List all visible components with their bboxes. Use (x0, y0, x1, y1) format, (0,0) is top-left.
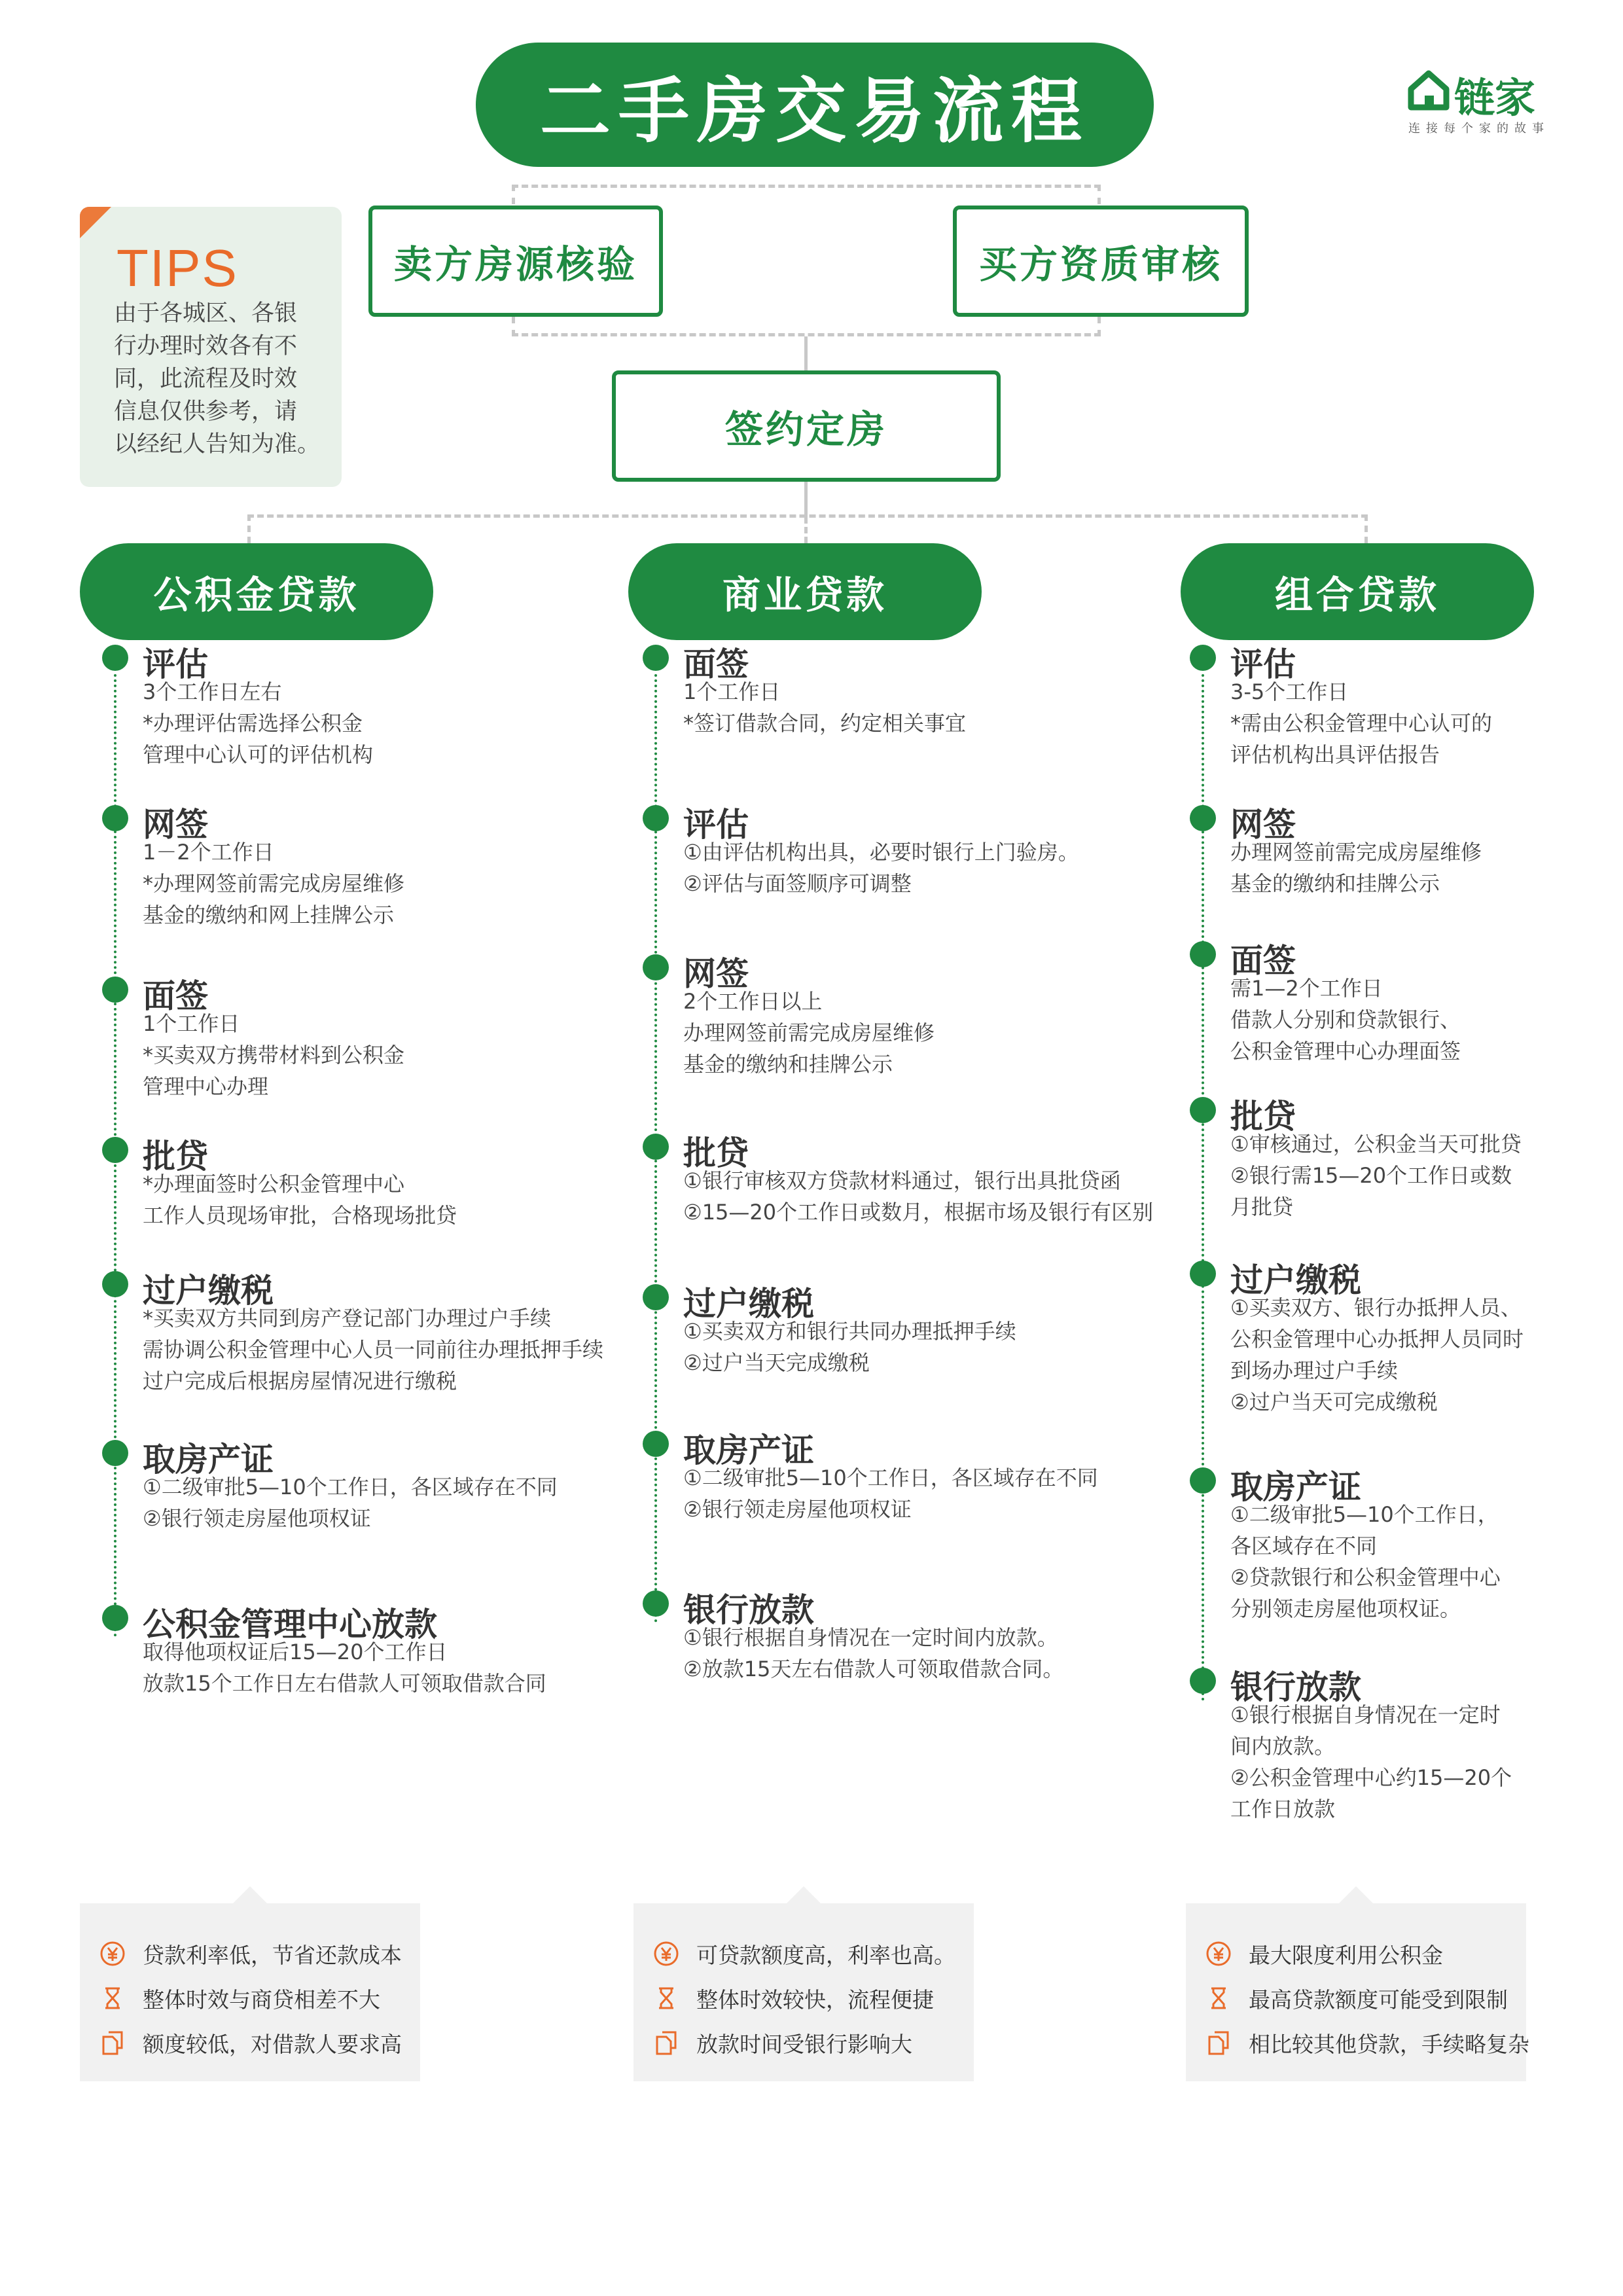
column-header-commercial (628, 543, 982, 640)
step-detail: 需协调公积金管理中心人员一同前往办理抵押手续 (143, 1337, 604, 1362)
step-detail: 管理中心认可的评估机构 (143, 742, 374, 767)
step-detail: *办理面签时公积金管理中心 (143, 1172, 405, 1196)
step-detail: ①银行根据自身情况在一定时间内放款。 (683, 1625, 1058, 1650)
step-detail: ②过户当天完成缴税 (683, 1350, 870, 1375)
yuan-icon (1205, 1941, 1232, 1967)
timeline-dot (102, 1271, 128, 1297)
step-detail: 工作日放款 (1230, 1797, 1336, 1821)
step-detail: 工作人员现场审批，合格现场批贷 (143, 1203, 457, 1228)
hourglass-icon (653, 1985, 679, 2011)
summary-text: 额度较低，对借款人要求高 (143, 2031, 402, 2057)
step-title: 面签 (1230, 942, 1296, 980)
summary-item (99, 1982, 380, 2015)
step-detail: ①由评估机构出具，必要时银行上门验房。 (683, 840, 1079, 865)
tips-line: 以经纪人告知为准。 (114, 431, 321, 457)
tips-line: 同，此流程及时效 (114, 366, 298, 392)
step-detail: ①银行审核双方贷款材料通过，银行出具批贷函 (683, 1168, 1121, 1193)
step-detail: *需由公积金管理中心认可的 (1230, 711, 1493, 736)
timeline-dot (643, 1134, 669, 1160)
step-detail: 办理网签前需完成房屋维修 (1230, 840, 1482, 865)
step-detail: ②过户当天可完成缴税 (1230, 1390, 1438, 1414)
house-logo-icon (1407, 69, 1450, 111)
step-title: 批贷 (143, 1138, 208, 1175)
summary-notch (233, 1886, 267, 1903)
step-title: 批贷 (1230, 1098, 1296, 1136)
hourglass-icon (1205, 1985, 1232, 2011)
step-detail: 各区域存在不同 (1230, 1534, 1378, 1558)
step-title: 网签 (1230, 806, 1296, 844)
step-detail: 评估机构出具评估报告 (1230, 742, 1440, 767)
step-detail: ②放款15天左右借款人可领取借款合同。 (683, 1657, 1064, 1681)
documents-icon (653, 2030, 679, 2056)
step-detail: 3个工作日左右 (143, 679, 282, 704)
connector-line (804, 482, 808, 517)
page-title: 二手房交易流程 (539, 70, 1090, 152)
step-detail: 管理中心办理 (143, 1074, 269, 1099)
tips-title: TIPS (116, 239, 238, 297)
summary-box-combined (1186, 1903, 1529, 2081)
step-detail: 1－2个工作日 (143, 840, 274, 865)
tips-line: 行办理时效各有不 (114, 333, 298, 359)
column-dashed-mid (804, 517, 808, 543)
timeline-dot (1190, 941, 1216, 967)
timeline-dot (1190, 805, 1216, 831)
column-title: 公积金贷款 (153, 573, 360, 617)
step-title: 过户缴税 (1230, 1261, 1361, 1299)
step-detail: 办理网签前需完成房屋维修 (683, 1020, 935, 1045)
timeline-dot (643, 954, 669, 980)
tips-line: 由于各城区、各银 (114, 300, 298, 327)
step-detail: 基金的缴纳和挂牌公示 (683, 1052, 893, 1077)
timeline-dot (643, 1284, 669, 1310)
column-header-combined (1181, 543, 1534, 640)
summary-item (1205, 1937, 1443, 1970)
timeline-dot (102, 1605, 128, 1631)
column-dashed-bracket (247, 514, 1368, 543)
timeline-dot (643, 1590, 669, 1617)
timeline-dot (102, 1137, 128, 1163)
step-detail: ①二级审批5—10个工作日， (1230, 1502, 1499, 1527)
step-detail: ①买卖双方和银行共同办理抵押手续 (683, 1319, 1016, 1344)
step-detail: ①二级审批5—10个工作日，各区域存在不同 (143, 1475, 558, 1499)
hourglass-icon (99, 1985, 126, 2011)
step-detail: 2个工作日以上 (683, 989, 823, 1014)
step-detail: ①银行根据自身情况在一定时 (1230, 1702, 1501, 1727)
yuan-icon (99, 1941, 126, 1967)
step-detail: 过户完成后根据房屋情况进行缴税 (143, 1369, 457, 1393)
step-detail: 3-5个工作日 (1230, 679, 1349, 704)
summary-item (99, 1937, 402, 1970)
step-title: 取房产证 (1230, 1468, 1361, 1506)
step-detail: 到场办理过户手续 (1230, 1358, 1399, 1383)
timeline-dot (1190, 645, 1216, 671)
step-detail: 分别领走房屋他项权证。 (1230, 1596, 1461, 1621)
column-header-housing-fund (80, 543, 433, 640)
summary-item (99, 2026, 402, 2059)
step-title: 公积金管理中心放款 (143, 1605, 437, 1643)
summary-notch (787, 1886, 821, 1903)
step-title: 过户缴税 (143, 1272, 274, 1310)
summary-text: 整体时效与商贷相差不大 (143, 1986, 380, 2013)
step-detail: ①买卖双方、银行办抵押人员、 (1230, 1295, 1522, 1320)
brand-logo (1407, 65, 1564, 137)
step-detail: *签订借款合同，约定相关事宜 (683, 711, 967, 736)
step-detail: 借款人分别和贷款银行、 (1230, 1007, 1461, 1032)
column-title: 组合贷款 (1274, 573, 1440, 617)
step-title: 过户缴税 (683, 1285, 814, 1323)
tips-card (80, 207, 342, 487)
timeline-dot (643, 1431, 669, 1457)
timeline-dot (102, 805, 128, 831)
step-detail: 基金的缴纳和网上挂牌公示 (143, 903, 395, 927)
seller-check-box (368, 206, 663, 317)
summary-item (653, 2026, 912, 2059)
step-title: 银行放款 (683, 1591, 814, 1629)
step-detail: ②银行需15—20个工作日或数 (1230, 1163, 1512, 1188)
summary-text: 最高贷款额度可能受到限制 (1249, 1986, 1508, 2013)
summary-text: 最大限度利用公积金 (1249, 1942, 1443, 1968)
top-dashed-bracket-upper (512, 185, 1101, 204)
step-detail: ①二级审批5—10个工作日，各区域存在不同 (683, 1465, 1098, 1490)
step-detail: *买卖双方携带材料到公积金 (143, 1043, 405, 1067)
summary-text: 贷款利率低，节省还款成本 (143, 1942, 402, 1968)
step-title: 取房产证 (143, 1441, 274, 1479)
step-title: 取房产证 (683, 1431, 814, 1469)
step-detail: *买卖双方共同到房产登记部门办理过户手续 (143, 1306, 552, 1331)
step-detail: 月批贷 (1230, 1194, 1294, 1219)
tips-text (114, 297, 323, 461)
timeline-dot (643, 805, 669, 831)
step-detail: ①审核通过，公积金当天可批贷 (1230, 1132, 1522, 1157)
step-detail: *办理评估需选择公积金 (143, 711, 363, 736)
step-detail: *办理网签前需完成房屋维修 (143, 871, 405, 896)
timeline-dot (1190, 1097, 1216, 1123)
timeline-dot (102, 1440, 128, 1466)
timeline-dot (1190, 1261, 1216, 1287)
summary-box-commercial (633, 1903, 974, 2081)
buyer-check-label: 买方资质审核 (978, 242, 1222, 287)
buyer-check-box (953, 206, 1249, 317)
timeline-dot (1190, 1668, 1216, 1694)
summary-text: 可贷款额度高，利率也高。 (696, 1942, 955, 1968)
brand-tagline: 连接每个家的故事 (1408, 122, 1550, 135)
step-detail: ②银行领走房屋他项权证 (143, 1506, 371, 1531)
step-title: 批贷 (683, 1134, 749, 1172)
summary-text: 相比较其他贷款，手续略复杂 (1249, 2031, 1529, 2057)
summary-text: 放款时间受银行影响大 (696, 2031, 912, 2057)
connector-line (804, 336, 808, 370)
step-detail: ②银行领走房屋他项权证 (683, 1497, 912, 1522)
seller-check-label: 卖方房源核验 (393, 242, 637, 287)
column-title: 商业贷款 (722, 573, 887, 617)
tips-corner-mark (80, 207, 111, 238)
step-title: 面签 (683, 645, 749, 683)
step-title: 评估 (683, 806, 749, 844)
step-detail: 公积金管理中心办理面签 (1230, 1039, 1461, 1064)
step-detail: 需1—2个工作日 (1230, 976, 1383, 1001)
timeline-dot (643, 645, 669, 671)
step-detail: 1个工作日 (683, 679, 781, 704)
step-detail: ②公积金管理中心约15—20个 (1230, 1765, 1512, 1790)
summary-notch (1339, 1886, 1373, 1903)
step-detail: 公积金管理中心办抵押人员同时 (1230, 1327, 1524, 1352)
step-detail: 取得他项权证后15—20个工作日 (143, 1640, 448, 1664)
brand-name: 链家 (1454, 74, 1536, 122)
summary-item (1205, 1982, 1508, 2015)
timeline-dot (102, 977, 128, 1003)
sign-label: 签约定房 (724, 407, 887, 452)
step-detail: 1个工作日 (143, 1011, 240, 1036)
yuan-icon (653, 1941, 679, 1967)
summary-item (1205, 2026, 1529, 2059)
tips-line: 信息仅供参考，请 (114, 399, 298, 425)
step-detail: 基金的缴纳和挂牌公示 (1230, 871, 1440, 896)
step-detail: ②评估与面签顺序可调整 (683, 871, 912, 896)
step-title: 评估 (143, 645, 208, 683)
documents-icon (99, 2030, 126, 2056)
sign-box (612, 370, 1001, 482)
step-title: 面签 (143, 977, 208, 1015)
documents-icon (1205, 2030, 1232, 2056)
step-detail: 间内放款。 (1230, 1734, 1336, 1759)
summary-item (653, 1982, 934, 2015)
step-title: 网签 (143, 806, 208, 844)
timeline-dot (102, 645, 128, 671)
step-title: 网签 (683, 955, 749, 993)
summary-item (653, 1937, 955, 1970)
step-title: 银行放款 (1230, 1668, 1361, 1706)
summary-text: 整体时效较快，流程便捷 (696, 1986, 934, 2013)
step-detail: 放款15个工作日左右借款人可领取借款合同 (143, 1671, 546, 1696)
title-banner (476, 43, 1154, 167)
timeline-dot (1190, 1467, 1216, 1494)
summary-box-housing-fund (80, 1903, 420, 2081)
step-detail: ②贷款银行和公积金管理中心 (1230, 1565, 1501, 1590)
step-title: 评估 (1230, 645, 1296, 683)
step-detail: ②15—20个工作日或数月，根据市场及银行有区别 (683, 1200, 1154, 1225)
top-dashed-bracket-lower (512, 317, 1101, 336)
